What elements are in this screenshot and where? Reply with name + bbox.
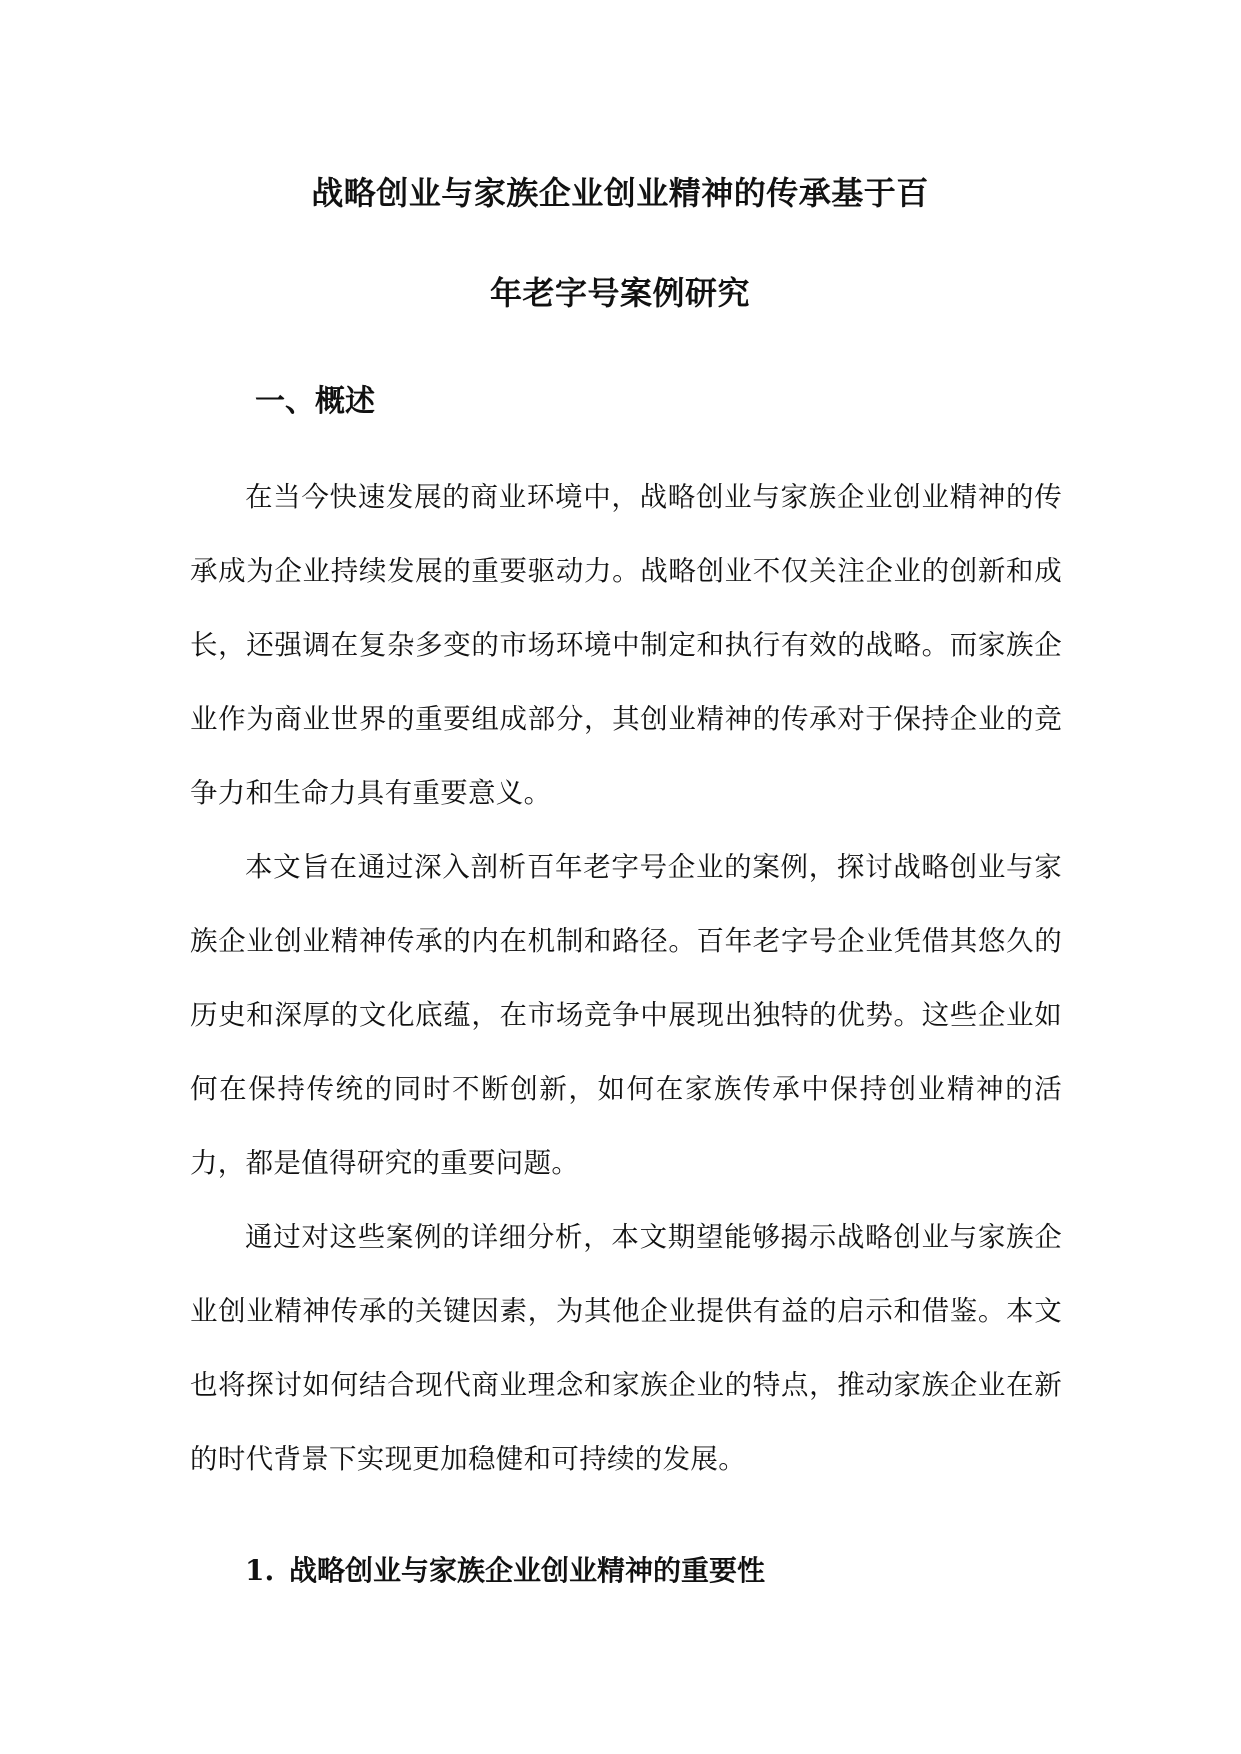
title-line-1: 战略创业与家族企业创业精神的传承基于百 — [311, 174, 929, 212]
paragraph: 在当今快速发展的商业环境中，战略创业与家族企业创业精神的传承成为企业持续发展的重要驱动力。战略创业不仅关注企业的创新和成长，还强调在复杂多变的市场环境中制定和执行有效的战略。而家族企业作为商业世界的重要组成部分，其创业精神的传承对于保持企业的竞争力和生命力具有重要意义。 — [190, 481, 1062, 809]
section-heading-overview: 一、概述 — [255, 384, 375, 419]
body-text — [190, 460, 1062, 1496]
paragraph: 本文旨在通过深入剖析百年老字号企业的案例，探讨战略创业与家族企业创业精神传承的内在机制和路径。百年老字号企业凭借其悠久的历史和深厚的文化底蕴，在市场竞争中展现出独特的优势。这些企业如何在保持传统的同时不断创新，如何在家族传承中保持创业精神的活力，都是值得研究的重要问题。 — [190, 851, 1062, 1179]
subsection-number: 1. — [245, 1554, 275, 1587]
document-title — [190, 143, 1050, 343]
subsection-heading — [245, 1551, 765, 1591]
paragraph: 通过对这些案例的详细分析，本文期望能够揭示战略创业与家族企业创业精神传承的关键因素，为其他企业提供有益的启示和借鉴。本文也将探讨如何结合现代商业理念和家族企业的特点，推动家族企业在新的时代背景下实现更加稳健和可持续的发展。 — [190, 1221, 1062, 1475]
subsection-title: 战略创业与家族企业创业精神的重要性 — [289, 1554, 766, 1587]
title-line-2: 年老字号案例研究 — [489, 274, 750, 312]
